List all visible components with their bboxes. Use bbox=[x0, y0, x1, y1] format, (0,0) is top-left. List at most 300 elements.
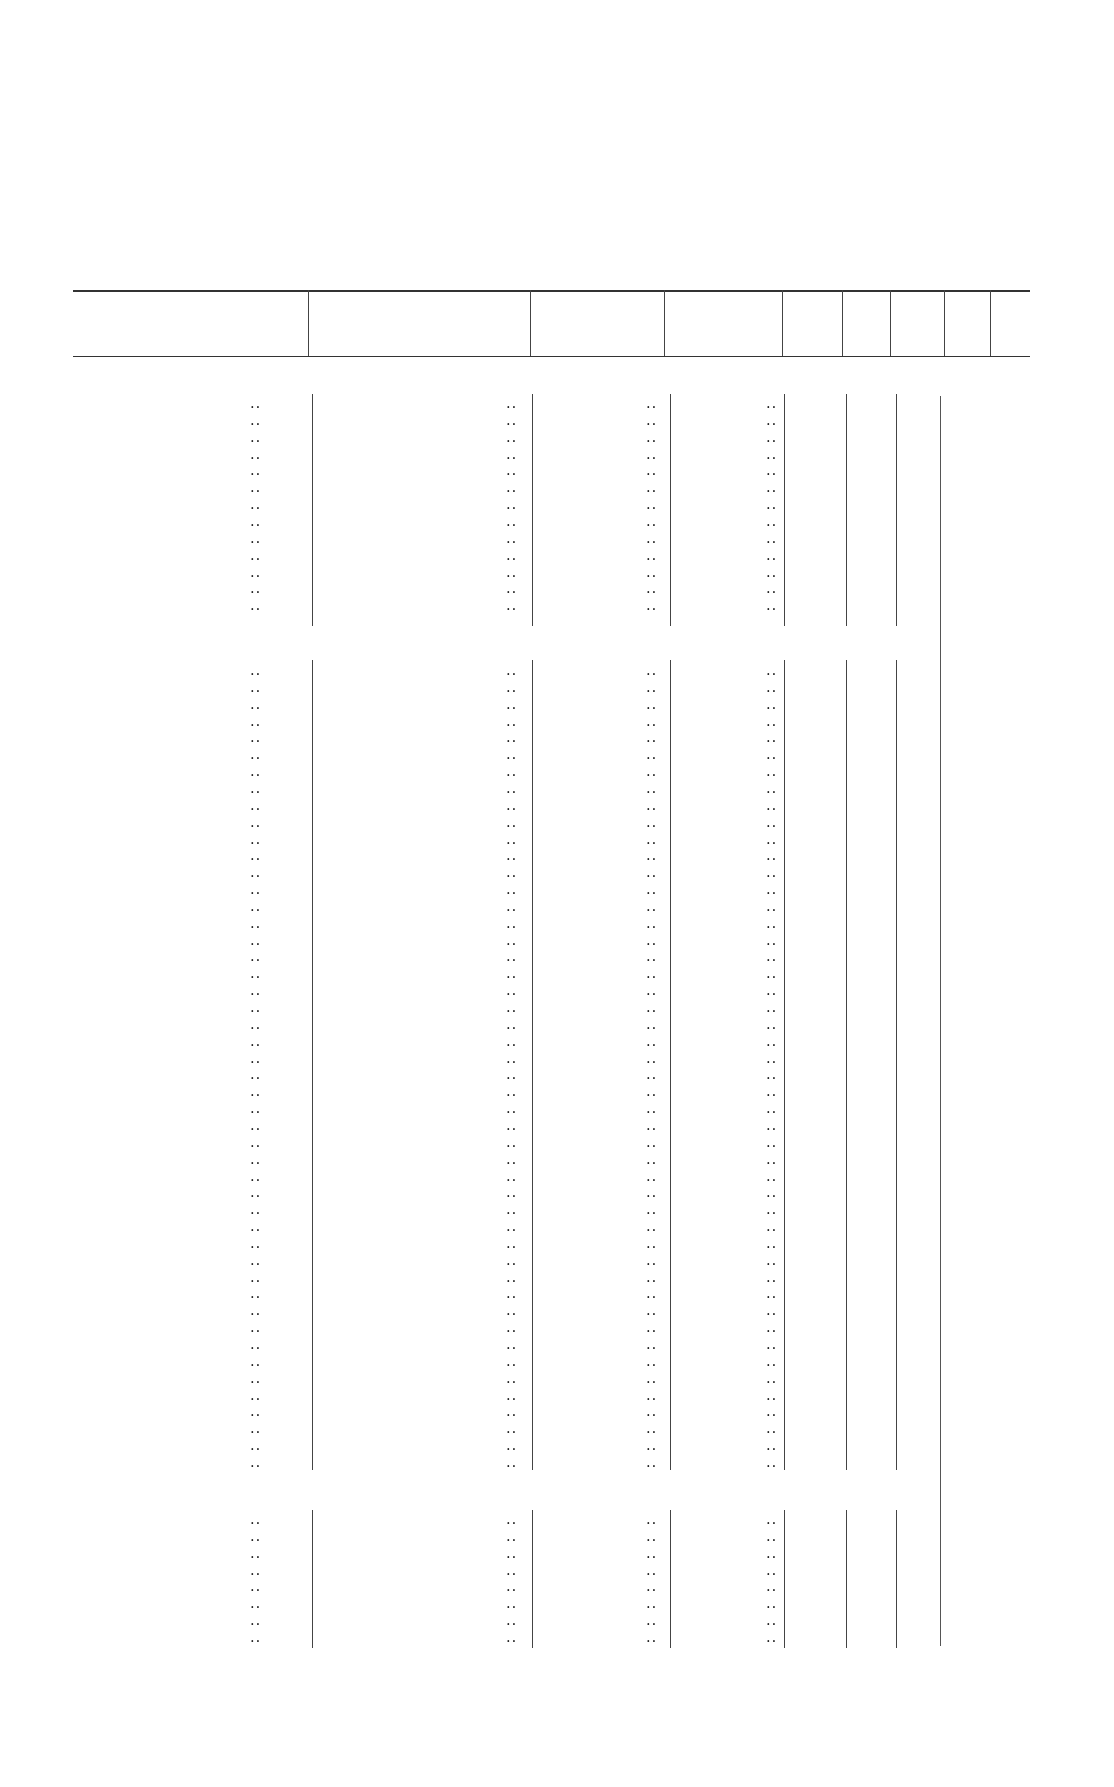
leader-dots: .. bbox=[646, 480, 658, 497]
leader-dots: .. bbox=[766, 780, 778, 797]
leader-dots: .. bbox=[506, 547, 518, 564]
leader-dots: .. bbox=[646, 797, 658, 814]
leader-dots: .. bbox=[766, 1050, 778, 1067]
col-divider bbox=[782, 290, 783, 356]
leader-dots: .. bbox=[646, 865, 658, 882]
leader-dots: .. bbox=[766, 1185, 778, 1202]
leader-dots: .. bbox=[506, 429, 518, 446]
leader-dots: .. bbox=[250, 915, 262, 932]
leader-dots: .. bbox=[506, 1151, 518, 1168]
leader-dots: .. bbox=[766, 1387, 778, 1404]
leader-dots: .. bbox=[766, 865, 778, 882]
leader-dots: .. bbox=[250, 983, 262, 1000]
leader-dots: .. bbox=[766, 530, 778, 547]
leader-dots: .. bbox=[646, 932, 658, 949]
leader-dots: .. bbox=[506, 1596, 518, 1613]
leader-dots: .. bbox=[250, 1353, 262, 1370]
leader-dots: .. bbox=[250, 463, 262, 480]
leader-dots: .. bbox=[766, 1168, 778, 1185]
col-rule bbox=[312, 394, 313, 626]
leader-dots: .. bbox=[766, 513, 778, 530]
leader-dots: .. bbox=[506, 598, 518, 615]
leader-dots: .. bbox=[646, 1202, 658, 1219]
leader-dots: .. bbox=[506, 882, 518, 899]
leader-dots: .. bbox=[646, 679, 658, 696]
leader-dots: .. bbox=[250, 949, 262, 966]
leader-dots: .. bbox=[506, 764, 518, 781]
leader-dots: .. bbox=[766, 932, 778, 949]
leader-dots: .. bbox=[766, 983, 778, 1000]
col-rule bbox=[846, 394, 847, 626]
leader-dots: .. bbox=[250, 764, 262, 781]
leader-dots: .. bbox=[646, 547, 658, 564]
leader-dots: .. bbox=[250, 1235, 262, 1252]
leader-dots: .. bbox=[766, 1528, 778, 1545]
leader-dots: .. bbox=[506, 1421, 518, 1438]
leader-dots: .. bbox=[506, 1252, 518, 1269]
leader-dots: .. bbox=[250, 1528, 262, 1545]
leader-dots: .. bbox=[250, 1512, 262, 1528]
leader-dots: .. bbox=[766, 764, 778, 781]
leader-dots: .. bbox=[646, 1269, 658, 1286]
leader-dots: .. bbox=[250, 1337, 262, 1353]
leader-dots: .. bbox=[250, 1303, 262, 1320]
col-rule bbox=[670, 660, 671, 1470]
leader-dots: .. bbox=[250, 1579, 262, 1596]
leader-dots: .. bbox=[766, 1370, 778, 1387]
leader-dots: .. bbox=[766, 1269, 778, 1286]
col-divider bbox=[890, 290, 891, 356]
leader-dots: .. bbox=[766, 696, 778, 713]
leader-dots: .. bbox=[250, 480, 262, 497]
leader-dots: .. bbox=[646, 1454, 658, 1471]
leader-dots: .. bbox=[766, 1613, 778, 1630]
leader-dots: .. bbox=[646, 1512, 658, 1528]
leader-dots: .. bbox=[506, 966, 518, 983]
leader-dots: .. bbox=[646, 1528, 658, 1545]
leader-dots: .. bbox=[506, 932, 518, 949]
leader-dots: .. bbox=[250, 814, 262, 831]
leader-dots: .. bbox=[250, 1050, 262, 1067]
leader-dots: .. bbox=[250, 831, 262, 848]
leader-dots: .. bbox=[506, 1084, 518, 1101]
leader-dots: .. bbox=[766, 848, 778, 865]
leader-dots: .. bbox=[250, 429, 262, 446]
leader-dots: .. bbox=[506, 797, 518, 814]
col-rule bbox=[896, 394, 897, 626]
leader-dots: .. bbox=[766, 1151, 778, 1168]
leader-dots: .. bbox=[506, 1286, 518, 1303]
leader-dots: .. bbox=[766, 814, 778, 831]
leader-dots: .. bbox=[766, 747, 778, 764]
leader-dots: .. bbox=[250, 1613, 262, 1630]
leader-dots: .. bbox=[506, 1134, 518, 1151]
leader-dots: .. bbox=[766, 1117, 778, 1134]
col-divider bbox=[944, 290, 945, 356]
col-divider bbox=[990, 290, 991, 356]
leader-dots: .. bbox=[506, 463, 518, 480]
leader-dots: .. bbox=[646, 949, 658, 966]
leader-dots: .. bbox=[646, 412, 658, 429]
leader-dots: .. bbox=[250, 1387, 262, 1404]
leader-dots: .. bbox=[766, 797, 778, 814]
leader-dots: .. bbox=[646, 1219, 658, 1236]
leader-dots: .. bbox=[766, 831, 778, 848]
leader-dots: .. bbox=[646, 1134, 658, 1151]
leader-dots: .. bbox=[250, 1596, 262, 1613]
leader-dots: .. bbox=[646, 831, 658, 848]
leader-dots: .. bbox=[646, 1151, 658, 1168]
leader-dots: .. bbox=[646, 1421, 658, 1438]
leader-dots: .. bbox=[646, 1579, 658, 1596]
leader-dots: .. bbox=[250, 1438, 262, 1455]
leader-dots: .. bbox=[646, 446, 658, 463]
leader-dots: .. bbox=[250, 1545, 262, 1562]
leader-dots: .. bbox=[250, 882, 262, 899]
leader-dots: .. bbox=[646, 564, 658, 581]
leader-dots: .. bbox=[766, 1562, 778, 1579]
leader-dots: .. bbox=[250, 1286, 262, 1303]
leader-dots: .. bbox=[506, 1404, 518, 1421]
leader-dots: .. bbox=[506, 1579, 518, 1596]
header-bottom-rule bbox=[73, 356, 1030, 357]
leader-dots: .. bbox=[506, 713, 518, 730]
leader-dots: .. bbox=[250, 713, 262, 730]
leader-dots: .. bbox=[506, 1613, 518, 1630]
leader-dots: .. bbox=[250, 1185, 262, 1202]
leader-dots: .. bbox=[250, 1000, 262, 1016]
col-divider bbox=[664, 290, 665, 356]
leader-dots: .. bbox=[646, 663, 658, 679]
leader-dots: .. bbox=[250, 966, 262, 983]
leader-dots: .. bbox=[506, 1219, 518, 1236]
leader-dots: .. bbox=[766, 1101, 778, 1118]
leader-dots: .. bbox=[646, 1101, 658, 1118]
col-divider bbox=[530, 290, 531, 356]
leader-dots: .. bbox=[766, 1579, 778, 1596]
leader-dots: .. bbox=[646, 966, 658, 983]
leader-dots: .. bbox=[766, 1000, 778, 1016]
leader-dots: .. bbox=[506, 1512, 518, 1528]
leader-dots: .. bbox=[250, 547, 262, 564]
leader-dots: .. bbox=[766, 1320, 778, 1337]
leader-dots: .. bbox=[766, 1596, 778, 1613]
leader-dots: .. bbox=[506, 1067, 518, 1084]
leader-dots: .. bbox=[250, 1320, 262, 1337]
leader-dots: .. bbox=[646, 1168, 658, 1185]
leader-dots: .. bbox=[766, 480, 778, 497]
leader-dots: .. bbox=[646, 848, 658, 865]
leader-dots: .. bbox=[646, 814, 658, 831]
leader-dots: .. bbox=[250, 730, 262, 747]
leader-dots: .. bbox=[250, 1067, 262, 1084]
leader-dots: .. bbox=[646, 530, 658, 547]
leader-dots: .. bbox=[250, 1117, 262, 1134]
col-rule bbox=[896, 660, 897, 1470]
leader-dots: .. bbox=[646, 1596, 658, 1613]
leader-dots: .. bbox=[250, 848, 262, 865]
leader-dots: .. bbox=[250, 696, 262, 713]
leader-dots: .. bbox=[250, 564, 262, 581]
leader-dots: .. bbox=[766, 396, 778, 412]
leader-dots: .. bbox=[766, 497, 778, 514]
leader-dots: .. bbox=[766, 564, 778, 581]
leader-dots: .. bbox=[646, 1438, 658, 1455]
leader-dots: .. bbox=[506, 831, 518, 848]
leader-dots: .. bbox=[506, 848, 518, 865]
leader-dots: .. bbox=[646, 1337, 658, 1353]
leader-dots: .. bbox=[646, 497, 658, 514]
leader-dots: .. bbox=[250, 1151, 262, 1168]
leader-dots: .. bbox=[506, 480, 518, 497]
leader-dots: .. bbox=[646, 1370, 658, 1387]
leader-dots: .. bbox=[506, 1545, 518, 1562]
leader-dots: .. bbox=[766, 1235, 778, 1252]
leader-dots: .. bbox=[250, 1252, 262, 1269]
leader-dots: .. bbox=[250, 1421, 262, 1438]
leader-dots: .. bbox=[766, 1404, 778, 1421]
leader-dots: .. bbox=[646, 915, 658, 932]
col-rule bbox=[846, 660, 847, 1470]
leader-dots: .. bbox=[506, 1353, 518, 1370]
leader-dots: .. bbox=[506, 446, 518, 463]
leader-dots: .. bbox=[766, 1545, 778, 1562]
leader-dots: .. bbox=[250, 1269, 262, 1286]
leader-dots: .. bbox=[506, 513, 518, 530]
leader-dots: .. bbox=[250, 1101, 262, 1118]
leader-dots: .. bbox=[506, 564, 518, 581]
leader-dots: .. bbox=[250, 412, 262, 429]
leader-dots: .. bbox=[506, 780, 518, 797]
leader-dots: .. bbox=[766, 429, 778, 446]
leader-dots: .. bbox=[250, 747, 262, 764]
leader-dots: .. bbox=[766, 1033, 778, 1050]
col-rule bbox=[784, 394, 785, 626]
col-rule bbox=[846, 1510, 847, 1648]
leader-dots: .. bbox=[646, 1404, 658, 1421]
leader-dots: .. bbox=[506, 1235, 518, 1252]
leader-dots: .. bbox=[766, 730, 778, 747]
leader-dots: .. bbox=[250, 1168, 262, 1185]
leader-dots: .. bbox=[766, 1202, 778, 1219]
leader-dots: .. bbox=[506, 581, 518, 598]
leader-dots: .. bbox=[250, 497, 262, 514]
leader-dots: .. bbox=[506, 1629, 518, 1646]
leader-dots: .. bbox=[250, 1084, 262, 1101]
col-rule bbox=[532, 394, 533, 626]
leader-dots: .. bbox=[766, 1134, 778, 1151]
leader-dots: .. bbox=[646, 1562, 658, 1579]
leader-dots: .. bbox=[506, 949, 518, 966]
leader-dots: .. bbox=[646, 1235, 658, 1252]
leader-dots: .. bbox=[250, 663, 262, 679]
leader-dots: .. bbox=[506, 747, 518, 764]
leader-dots: .. bbox=[250, 932, 262, 949]
leader-dots: .. bbox=[766, 882, 778, 899]
col-rule bbox=[312, 1510, 313, 1648]
leader-dots: .. bbox=[646, 1033, 658, 1050]
leader-dots: .. bbox=[646, 513, 658, 530]
col-rule bbox=[784, 1510, 785, 1648]
leader-dots: .. bbox=[250, 1219, 262, 1236]
leader-dots: .. bbox=[766, 1286, 778, 1303]
leader-dots: .. bbox=[766, 663, 778, 679]
leader-dots: .. bbox=[766, 1353, 778, 1370]
leader-dots: .. bbox=[506, 1528, 518, 1545]
leader-dots: .. bbox=[250, 1016, 262, 1033]
leader-dots: .. bbox=[506, 1320, 518, 1337]
leader-dots: .. bbox=[766, 463, 778, 480]
leader-dots: .. bbox=[646, 1353, 658, 1370]
leader-dots: .. bbox=[250, 1033, 262, 1050]
leader-dots: .. bbox=[506, 915, 518, 932]
leader-dots: .. bbox=[766, 1512, 778, 1528]
leader-dots: .. bbox=[506, 1000, 518, 1016]
leader-dots: .. bbox=[646, 1050, 658, 1067]
col-divider bbox=[842, 290, 843, 356]
leader-dots: .. bbox=[766, 1084, 778, 1101]
leader-dots: .. bbox=[646, 780, 658, 797]
leader-dots: .. bbox=[646, 1320, 658, 1337]
leader-dots: .. bbox=[506, 1185, 518, 1202]
leader-dots: .. bbox=[766, 598, 778, 615]
col-rule bbox=[784, 660, 785, 1470]
leader-dots: .. bbox=[646, 898, 658, 915]
leader-dots: .. bbox=[646, 1067, 658, 1084]
leader-dots: .. bbox=[646, 1545, 658, 1562]
leader-dots: .. bbox=[250, 898, 262, 915]
leader-dots: .. bbox=[506, 898, 518, 915]
leader-dots: .. bbox=[506, 396, 518, 412]
leader-dots: .. bbox=[646, 1286, 658, 1303]
leader-dots: .. bbox=[506, 1117, 518, 1134]
leader-dots: .. bbox=[506, 1016, 518, 1033]
col-rule bbox=[670, 1510, 671, 1648]
leader-dots: .. bbox=[766, 1219, 778, 1236]
leader-dots: .. bbox=[250, 865, 262, 882]
leader-dots: .. bbox=[250, 446, 262, 463]
leader-dots: .. bbox=[766, 1454, 778, 1471]
leader-dots: .. bbox=[766, 1337, 778, 1353]
leader-dots: .. bbox=[646, 1613, 658, 1630]
leader-dots: .. bbox=[646, 396, 658, 412]
leader-dots: .. bbox=[506, 1269, 518, 1286]
leader-dots: .. bbox=[766, 1629, 778, 1646]
leader-dots: .. bbox=[506, 1050, 518, 1067]
leader-dots: .. bbox=[250, 1562, 262, 1579]
leader-dots: .. bbox=[766, 446, 778, 463]
leader-dots: .. bbox=[766, 966, 778, 983]
leader-dots: .. bbox=[646, 463, 658, 480]
leader-dots: .. bbox=[646, 730, 658, 747]
leader-dots: .. bbox=[506, 412, 518, 429]
leader-dots: .. bbox=[646, 1185, 658, 1202]
leader-dots: .. bbox=[646, 764, 658, 781]
leader-dots: .. bbox=[250, 581, 262, 598]
leader-dots: .. bbox=[250, 797, 262, 814]
leader-dots: .. bbox=[646, 1387, 658, 1404]
scrip-brace bbox=[940, 396, 941, 1646]
leader-dots: .. bbox=[506, 530, 518, 547]
leader-dots: .. bbox=[766, 1438, 778, 1455]
leader-dots: .. bbox=[766, 1421, 778, 1438]
leader-dots: .. bbox=[506, 730, 518, 747]
leader-dots: .. bbox=[250, 1370, 262, 1387]
leader-dots: .. bbox=[766, 547, 778, 564]
leader-dots: .. bbox=[250, 679, 262, 696]
leader-dots: .. bbox=[506, 983, 518, 1000]
leader-dots: .. bbox=[506, 814, 518, 831]
leader-dots: .. bbox=[646, 1252, 658, 1269]
leader-dots: .. bbox=[250, 1134, 262, 1151]
leader-dots: .. bbox=[646, 1000, 658, 1016]
leader-dots: .. bbox=[250, 396, 262, 412]
leader-dots: .. bbox=[646, 882, 658, 899]
leader-dots: .. bbox=[250, 1202, 262, 1219]
leader-dots: .. bbox=[646, 598, 658, 615]
leader-dots: .. bbox=[766, 1067, 778, 1084]
leader-dots: .. bbox=[766, 1303, 778, 1320]
leader-dots: .. bbox=[506, 1438, 518, 1455]
leader-dots: .. bbox=[506, 1562, 518, 1579]
col-rule bbox=[532, 660, 533, 1470]
leader-dots: .. bbox=[646, 581, 658, 598]
col-divider bbox=[308, 290, 309, 356]
leader-dots: .. bbox=[646, 713, 658, 730]
leader-dots: .. bbox=[506, 1033, 518, 1050]
leader-dots: .. bbox=[766, 1252, 778, 1269]
leader-dots: .. bbox=[506, 1370, 518, 1387]
leader-dots: .. bbox=[506, 1168, 518, 1185]
leader-dots: .. bbox=[646, 1084, 658, 1101]
leader-dots: .. bbox=[646, 1016, 658, 1033]
leader-dots: .. bbox=[766, 898, 778, 915]
leader-dots: .. bbox=[506, 1202, 518, 1219]
leader-dots: .. bbox=[766, 412, 778, 429]
leader-dots: .. bbox=[250, 598, 262, 615]
leader-dots: .. bbox=[506, 1303, 518, 1320]
col-rule bbox=[532, 1510, 533, 1648]
leader-dots: .. bbox=[506, 1454, 518, 1471]
leader-dots: .. bbox=[250, 513, 262, 530]
leader-dots: .. bbox=[506, 1101, 518, 1118]
leader-dots: .. bbox=[766, 713, 778, 730]
leader-dots: .. bbox=[506, 1337, 518, 1353]
col-rule bbox=[670, 394, 671, 626]
leader-dots: .. bbox=[250, 780, 262, 797]
leader-dots: .. bbox=[766, 949, 778, 966]
leader-dots: .. bbox=[766, 915, 778, 932]
leader-dots: .. bbox=[646, 429, 658, 446]
col-rule bbox=[312, 660, 313, 1470]
leader-dots: .. bbox=[506, 1387, 518, 1404]
leader-dots: .. bbox=[646, 747, 658, 764]
leader-dots: .. bbox=[646, 1117, 658, 1134]
leader-dots: .. bbox=[506, 663, 518, 679]
header-top-rule bbox=[73, 290, 1030, 292]
leader-dots: .. bbox=[646, 1303, 658, 1320]
leader-dots: .. bbox=[646, 1629, 658, 1646]
leader-dots: .. bbox=[506, 865, 518, 882]
leader-dots: .. bbox=[250, 530, 262, 547]
leader-dots: .. bbox=[646, 983, 658, 1000]
leader-dots: .. bbox=[506, 679, 518, 696]
leader-dots: .. bbox=[250, 1629, 262, 1646]
leader-dots: .. bbox=[766, 1016, 778, 1033]
leader-dots: .. bbox=[646, 696, 658, 713]
leader-dots: .. bbox=[766, 679, 778, 696]
col-rule bbox=[896, 1510, 897, 1648]
